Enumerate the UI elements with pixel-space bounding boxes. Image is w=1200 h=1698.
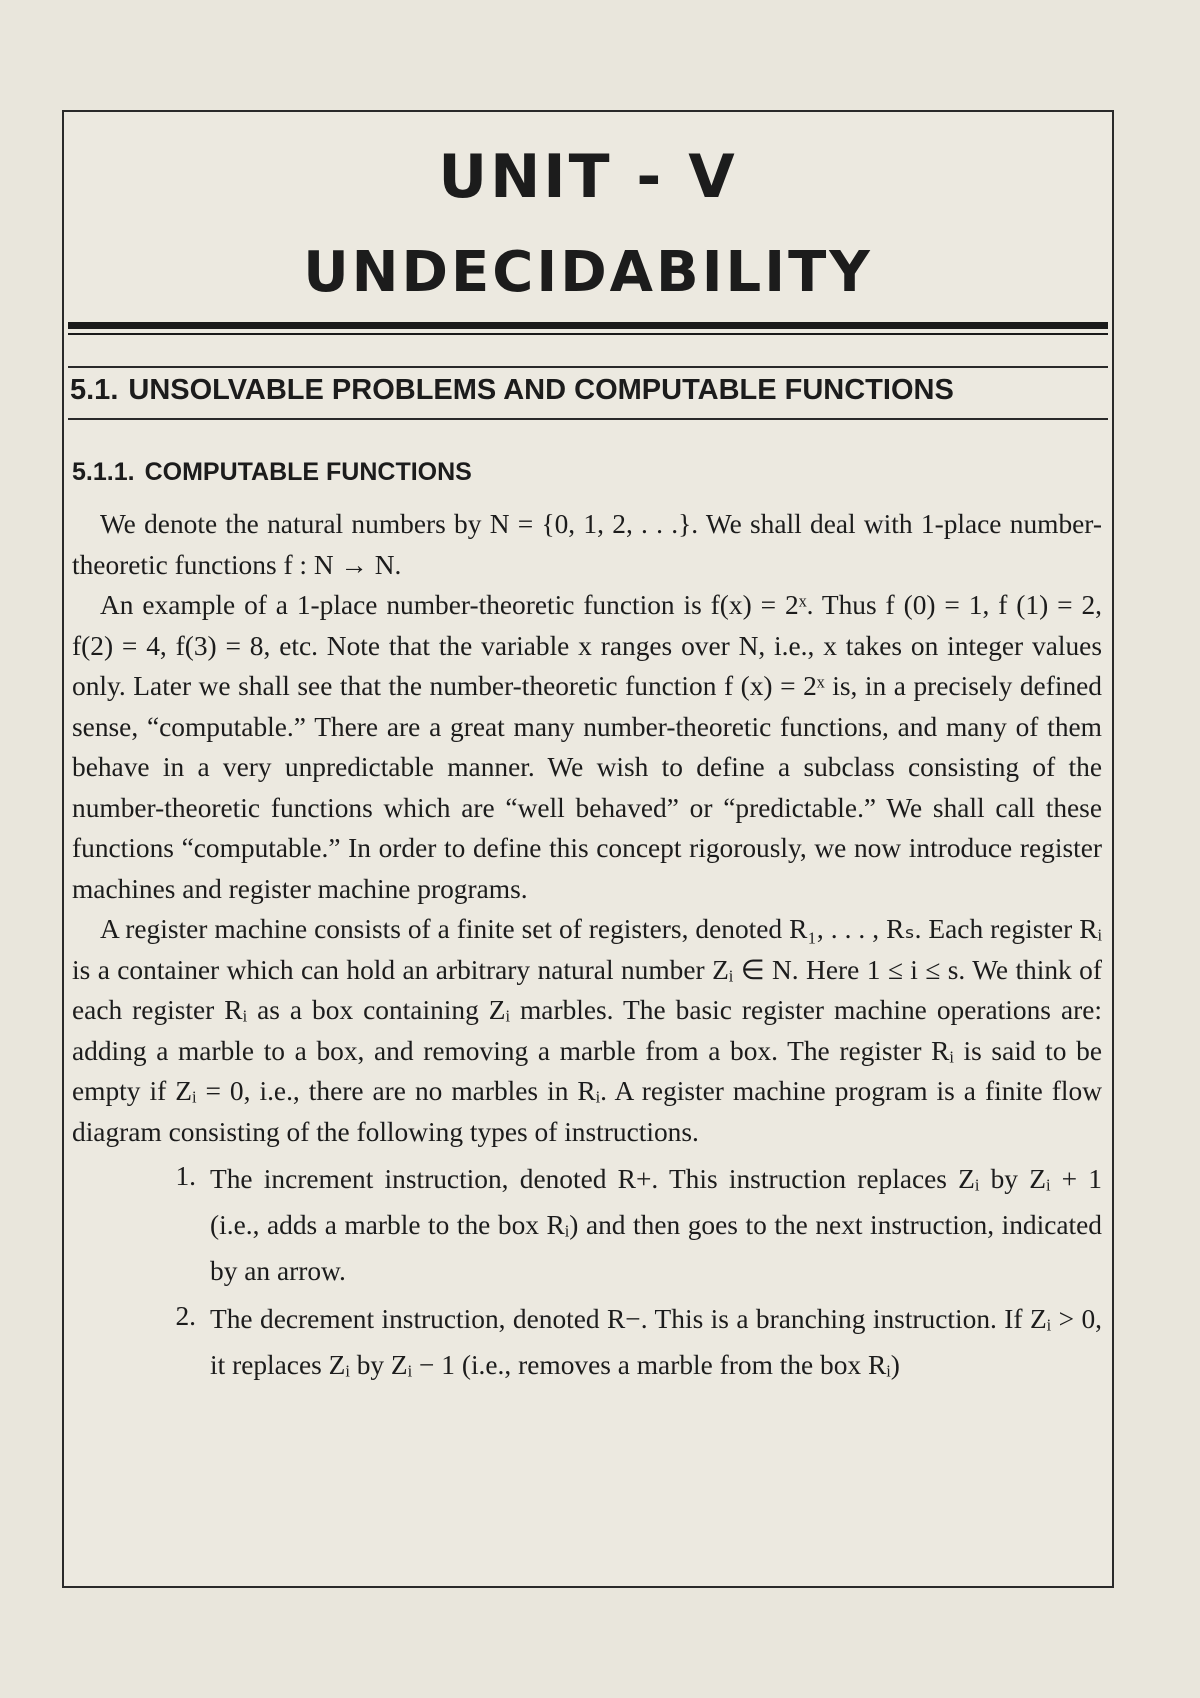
title-rule-thick	[68, 322, 1108, 329]
instruction-list	[72, 1156, 1102, 1388]
section-heading	[70, 374, 954, 407]
list-item-number: 1.	[175, 1161, 196, 1191]
page-frame	[62, 110, 1114, 1588]
body-text	[72, 504, 1102, 1390]
paragraph: An example of a 1-place number-theoretic function is f(x) = 2ˣ. Thus f (0) = 1, f (1) = 2, f(2) = 4, f(3) = 8, etc. Note that the variable x ranges over N, i.e., x takes on integer values only. Later we shall see that the number-theoretic function f (x) = 2ˣ is, in a precisely defined sense, “computable.” There are a great many number-theoretic functions, and many of them behave in a very unpredictable manner. We wish to define a subclass consisting of the number-theoretic functions which are “well behaved” or “predictable.” We shall call these functions “computable.” In order to define this concept rigorously, we now introduce register machines and register machine programs.	[72, 590, 1102, 904]
subsection-number: 5.1.1.	[72, 458, 135, 486]
section-title: UNSOLVABLE PROBLEMS AND COMPUTABLE FUNCTIONS	[128, 374, 954, 406]
list-item-text: The increment instruction, denoted R+. This instruction replaces Zᵢ by Zᵢ + 1 (i.e., adds a marble to the box Rᵢ) and then goes to the next instruction, indicated by an arrow.	[210, 1164, 1102, 1286]
paragraph: We denote the natural numbers by N = {0, 1, 2, . . .}. We shall deal with 1-place number-theoretic functions f : N → N.	[72, 509, 1102, 580]
list-item-text: The decrement instruction, denoted R−. This is a branching instruction. If Zᵢ > 0, it replaces Zᵢ by Zᵢ − 1 (i.e., removes a marble from the box Rᵢ)	[210, 1304, 1102, 1380]
subject-title: UNDECIDABILITY	[303, 240, 873, 305]
subsection-title: COMPUTABLE FUNCTIONS	[144, 458, 472, 486]
section-number: 5.1.	[70, 374, 119, 406]
list-item	[72, 1296, 1102, 1388]
title-rule-thin	[68, 333, 1108, 335]
unit-title: UNIT - V	[438, 142, 738, 212]
list-item	[72, 1156, 1102, 1294]
subsection-heading	[72, 458, 472, 487]
section-rule-top	[68, 366, 1108, 368]
list-item-number: 2.	[175, 1301, 196, 1331]
paragraph: A register machine consists of a finite set of registers, denoted R₁, . . . , Rₛ. Each register Rᵢ is a container which can hold an arbitrary natural number Zᵢ ∈ N. Here 1 ≤ i ≤ s. We think of each register Rᵢ as a box containing Zᵢ marbles. The basic register machine operations are: adding a marble to a box, and removing a marble from a box. The register Rᵢ is said to be empty if Zᵢ = 0, i.e., there are no marbles in Rᵢ. A register machine program is a finite flow diagram consisting of the following types of instructions.	[72, 914, 1102, 1147]
section-rule-bottom	[68, 418, 1108, 420]
